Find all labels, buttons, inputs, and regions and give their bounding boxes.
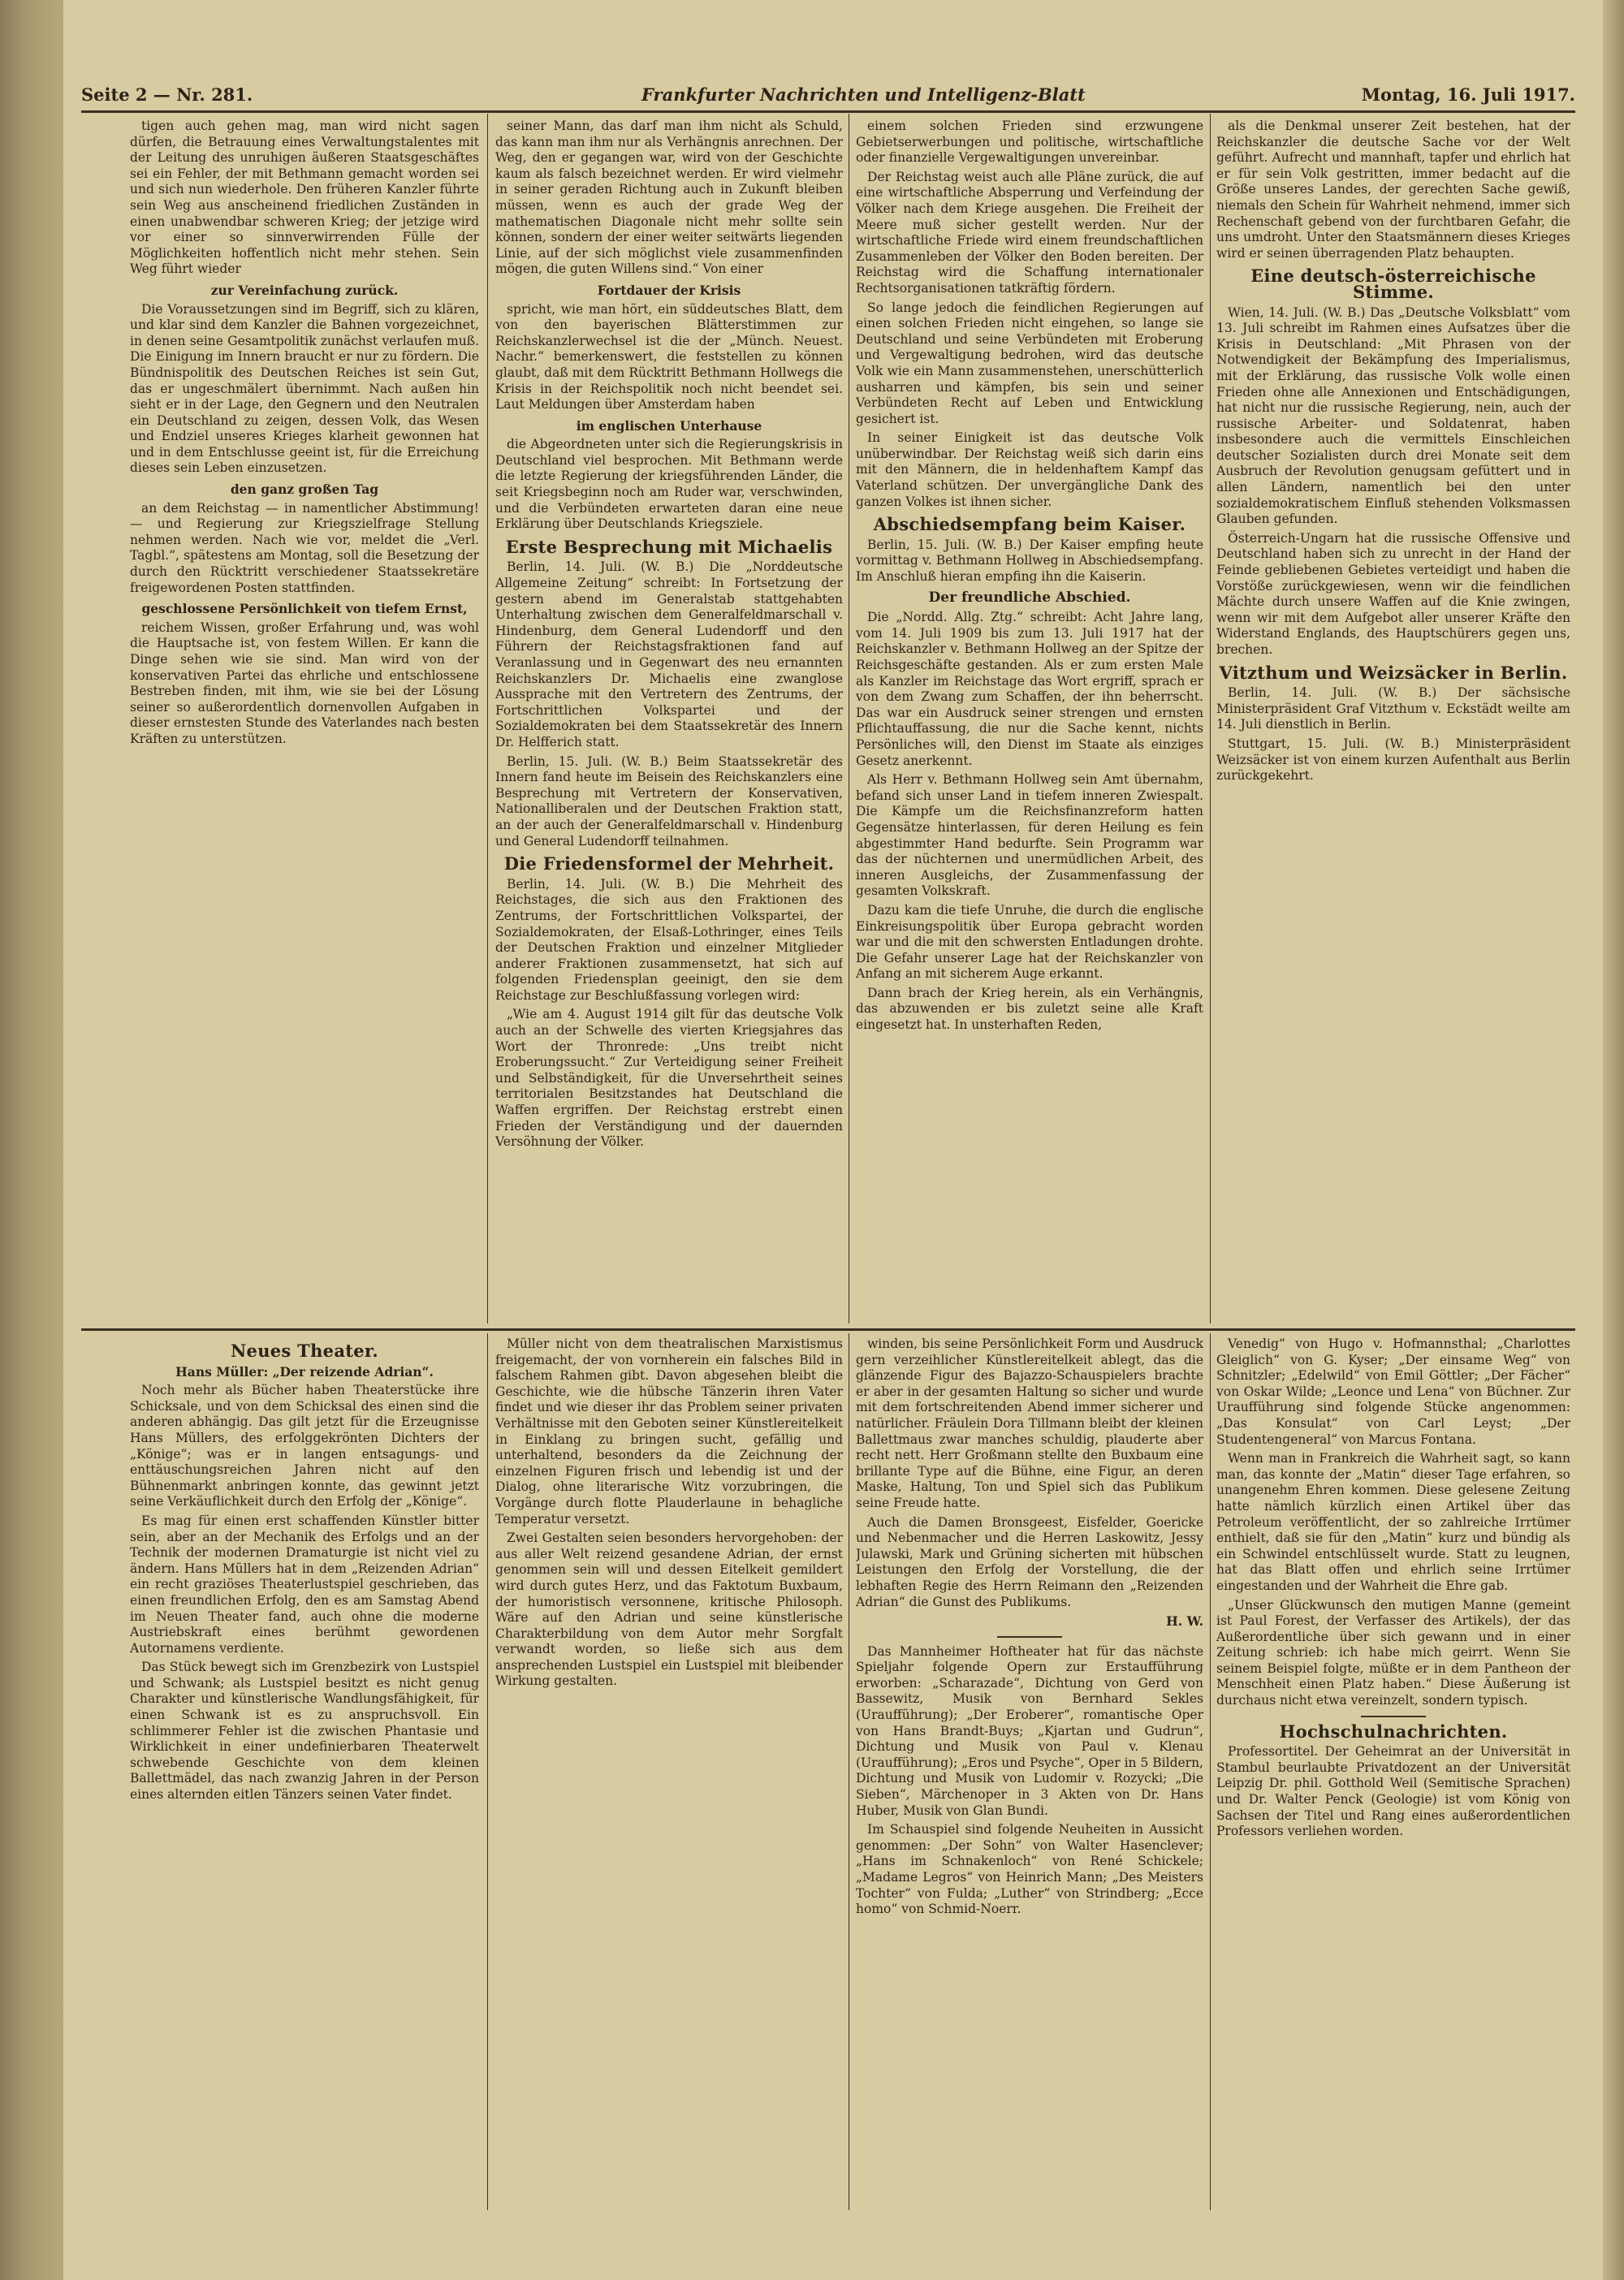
paragraph: Berlin, 14. Juli. (W. B.) Der sächsische Ministerpräsident Graf Vitzthum v. Eckstädt weilte am 14. Juli dienstlich in Berlin. [1216,685,1570,732]
feuilleton-column-2 [495,1336,843,2210]
paragraph: Professortitel. Der Geheimrat an der Universität in Stambul beurlaubte Privatdozent an der Universität Leipzig Dr. phil. Gotthold Weil (Semitische Sprachen) und Dr. Walter Penck (Geologie) ist vom König von Sachsen der Titel und Rang eines außerordentlichen Professors verliehen worden. [1216,1744,1570,1839]
paragraph: Wien, 14. Juli. (W. B.) Das „Deutsche Volksblatt“ vom 13. Juli schreibt im Rahmen eines Aufsatzes über die Krisis in Deutschland: „Mit Phrasen von der Notwendigkeit der Bekämpfung des Imperialismus, mit der Erklärung, das russische Volk wolle einen Frieden ohne alle Annexionen und Entschädigungen, hat nicht nur die russische Regierung, nein, auch der russische Arbeiter- und Soldatenrat, haben insbesondere auch die vermittels Einschleichen deutscher Sozialisten durch drei Monate seit dem Ausbruch der Revolution genugsam gefüttert und in allen Ländern, namentlich bei den unter sozialdemokratischem Einfluß stehenden Volksmassen Glauben gefunden. [1216,304,1570,527]
subheading: geschlossene Persönlichkeit von tiefem Ernst, [141,601,468,617]
subheading: im englischen Unterhause [576,417,762,434]
headline-vitzthum: Vitzthum und Weizsäcker in Berlin. [1219,662,1568,683]
headline-friedensformel: Die Friedensformel der Mehrheit. [503,853,835,874]
headline-neues-theater: Neues Theater. [231,1341,378,1361]
page-header [81,81,1575,109]
divider-line [1361,1716,1426,1717]
paragraph: „Unser Glückwunsch den mutigen Manne (gemeint ist Paul Forest, der Verfasser des Artikels), der das Außerordentliche über sich gewann und in einer Zeitung schrieb: ich habe mich geirrt. Wenn Sie seinem Beispiel folgte, müßte er in dem Pantheon der Menschheit einen Platz haben.“ Diese Äußerung ist durchaus nicht etwa vereinzelt, sondern typisch. [1216,1597,1570,1708]
paragraph: seiner Mann, das darf man ihm nicht als Schuld, das kann man ihm nur als Verhängnis anrechnen. Der Weg, den er gegangen war, wird von der Geschichte kaum als falsch bezeichnet werden. Er wird vielmehr in seiner geraden Richtung auch in Zukunft bleiben müssen, wenn es auch der grade Weg der mathematischen Diagonale nicht mehr sollte sein können, sondern der einer weiter seitwärts liegenden Linie, auf der sich möglichst viele zusammenfinden mögen, die guten Willens sind.“ Von einer [495,119,843,277]
issue-date: Montag, 16. Juli 1917. [1361,84,1575,105]
article-column-2 [495,119,843,1324]
paragraph: „Wie am 4. August 1914 gilt für das deutsche Volk auch an der Schwelle des vierten Kriegsjahres das Wort der Thronrede: „Uns treibt nicht Eroberungssucht.“ Zur Verteidigung seiner Freiheit und Selbständigkeit, für die Unversehrtheit seines territorialen Besitzstandes hat Deutschland die Waffen ergriffen. Der Reichstag erstrebt einen Frieden der Verständigung und der dauernden Versöhnung der Völker. [495,1007,843,1150]
paragraph: die Abgeordneten unter sich die Regierungskrisis in Deutschland viel besprochen. Mit Bethmann werde die letzte Regierung der kriegsführenden Länder, die seit Kriegsbeginn noch am Ruder war, verschwinden, und die Verbündeten erwarteten daran eine neue Erklärung über Deutschlands Kriegsziele. [495,437,843,532]
headline-michaelis: Erste Besprechung mit Michaelis [505,536,833,557]
article-column-4 [1216,119,1570,1324]
paragraph: Noch mehr als Bücher haben Theaterstücke ihre Schicksale, und von dem Schicksal des einen sind die anderen abhängig. Das gilt jetzt für die Erzeugnisse Hans Müllers, des erfolggekrönten Dichters der „Könige“; was er in langen entsagungs- und enttäuschungsreichen Jahren nicht auf den Bühnenmarkt anbringen konnte, das gewinnt jetzt seine Verkäuflichkeit durch den Erfolg der „Könige“. [130,1383,479,1509]
subheading: Fortdauer der Krisis [597,282,741,298]
divider-line [997,1636,1062,1638]
subheading: zur Vereinfachung zurück. [210,282,399,298]
header-rule [81,110,1575,113]
paragraph: Dazu kam die tiefe Unruhe, die durch die englische Einkreisungspolitik über Europa gebracht worden war und die mit den schwersten Entladungen drohte. Die Gefahr unserer Lage hat der Reichskanzler von Anfang an mit sicherem Auge erkannt. [856,902,1203,982]
paragraph: Österreich-Ungarn hat die russische Offensive und Deutschland haben sich zu unrecht in der Hand der Feinde gebliebenen Gebietes verteidigt und haben die Vorstöße zurückgewiesen, wenn wir die feindlichen Mächte durch unsere Waffen auf die Knie zwingen, wenn wir mit dem Aufgebot aller unserer Kräfte den Widerstand Englands, des Hauptschürers gegen uns, brechen. [1216,530,1570,657]
paragraph: Der Reichstag weist auch alle Pläne zurück, die auf eine wirtschaftliche Absperrung und Verfeindung der Völker nach dem Kriege ausgehen. Die Freiheit der Meere muß sicher gestellt werden. Nur der wirtschaftliche Friede wird einem freundschaftlichen Zusammenleben der Völker den Boden bereiten. Der Reichstag wird die Schaffung internationaler Rechtsorganisationen tatkräftig fördern. [856,169,1203,296]
paragraph: Das Mannheimer Hoftheater hat für das nächste Spieljahr folgende Opern zur Erstaufführung erworben: „Scharazade“, Dichtung von Gerd von Bassewitz, Musik von Bernhard Sekles (Uraufführung); „Der Eroberer“, romantische Oper von Hans Brandt-Buys; „Kjartan und Gudrun“, Dichtung und Musik von Paul v. Klenau (Uraufführung); „Eros und Psyche“, Oper in 5 Bildern, Dichtung und Musik von Ludomir v. Rozycki; „Die Sieben“, Märchenoper in 3 Akten von Dr. Hans Huber, Musik von Glan Bundi. [856,1643,1203,1818]
paragraph: einem solchen Frieden sind erzwungene Gebietserwerbungen und politische, wirtschaftliche oder finanzielle Vergewaltigungen unvereinbar. [856,119,1203,166]
newspaper-title: Frankfurter Nachrichten und Intelligenz-Blatt [641,84,1086,105]
article-column-1 [130,119,479,1324]
paragraph: Müller nicht von dem theatralischen Marxistismus freigemacht, der von vornherein ein falsches Bild in falschem Rahmen gibt. Davon abgesehen bleibt die Geschichte, wie die hübsche Tänzerin ihren Vater findet und wie dieser ihr das Problem seiner privaten Verhältnisse mit den Geboten seiner Künstlereitelkeit in Einklang zu bringen sucht, gefällig und unterhaltend, besonders da die Zeichnung der einzelnen Figuren frisch und lebendig ist und der Dialog, ohne literarische Witz vorzubringen, die Vorgänge durch flotte Plauderlaune in behagliche Temperatur versetzt. [495,1336,843,1526]
column-rule [487,1333,488,2210]
paragraph: So lange jedoch die feindlichen Regierungen auf einen solchen Frieden nicht eingehen, so lange sie Deutschland und seine Verbündeten mit Eroberung und Vergewaltigung bedrohen, wird das deutsche Volk wie ein Mann zusammenstehen, unerschütterlich ausharren und kämpfen, bis sein und seiner Verbündeten Recht auf Leben und Entwicklung gesichert ist. [856,300,1203,426]
bound-volume-spine [0,0,63,2280]
paragraph: Dann brach der Krieg herein, als ein Verhängnis, das abzuwenden er bis zuletzt seine alle Kraft eingesetzt hat. In unsterhaften Reden, [856,985,1203,1033]
paragraph: reichem Wissen, großer Erfahrung und, was wohl die Hauptsache ist, von festem Willen. Er kann die Dinge sehen wie sie sind. Man wird von der konservativen Partei das ehrliche und entschlossene Bestreben finden, mit ihm, wie sie bei der Lösung seiner so außerordentlich dornenvollen Aufgaben in dieser ernstesten Stunde des Vaterlandes nach besten Kräften zu unterstützen. [130,620,479,746]
headline-abschiedsempfang: Abschiedsempfang beim Kaiser. [873,514,1186,535]
headline-abschied: Der freundliche Abschied. [928,589,1131,606]
page-edge [1603,0,1624,2280]
page-number: Seite 2 — Nr. 281. [81,84,253,105]
paragraph: Berlin, 14. Juli. (W. B.) Die „Norddeutsche Allgemeine Zeitung“ schreibt: In Fortsetzung der gestern abend im Generalstab stattgehabten Unterhaltung zwischen dem Generalfeldmarschall v. Hindenburg, dem General Ludendorff und den Führern der Reichstagsfraktionen fand auf Veranlassung und in Gegenwart des neu ernannten Reichskanzlers Dr. Michaelis eine zwanglose Aussprache mit den Vertretern des Zentrums, der Fortschrittlichen Volkspartei und der Sozialdemokraten bei dem Staatssekretär des Innern Dr. Helfferich statt. [495,559,843,749]
author-signature: H. W. [1166,1613,1203,1630]
section-divider [81,1328,1575,1331]
column-rule [1210,1333,1211,2210]
paragraph: Das Stück bewegt sich im Grenzbezirk von Lustspiel und Schwank; als Lustspiel besitzt es nicht genug Charakter und künstlerische Wandlungsfähigkeit, für einen Schwank ist es zu anspruchsvoll. Ein schlimmerer Fehler ist die zwischen Phantasie und Wirklichkeit in einer undefinierbaren Theaterwelt schwebende Geschichte von dem kleinen Ballettmädel, das nach zwanzig Jahren in der Person eines alternden eitlen Tänzers seinen Vater findet. [130,1660,479,1803]
paragraph: Berlin, 15. Juli. (W. B.) Der Kaiser empfing heute vormittag v. Bethmann Hollweg in Abschiedsempfang. Im Anschluß hieran empfing ihn die Kaiserin. [856,537,1203,585]
paragraph: Es mag für einen erst schaffenden Künstler bitter sein, aber an der Mechanik des Erfolgs und an der Technik der modernen Dramaturgie ist nicht viel zu ändern. Hans Müllers hat in dem „Reizenden Adrian“ ein recht graziöses Theaterlustspiel geschrieben, das einen freundlichen Erfolg, den es am Samstag Abend im Neuen Theater fand, auch ohne die moderne Austriebskraft eines berühmt gewordenen Autornamens verdiente. [130,1513,479,1656]
paragraph: Wenn man in Frankreich die Wahrheit sagt, so kann man, das konnte der „Matin“ dieser Tage erfahren, so unangenehm Ehren kommen. Diese gelesene Zeitung hatte nämlich kürzlich einen Artikel über das Petroleum veröffentlicht, der so zahlreiche Irrtümer enthielt, daß sie für den „Matin“ kurz und bündig als ein Schwindel entschlüsselt wurde. Statt zu leugnen, hat das Blatt offen und ehrlich seine Irrtümer eingestanden und der Wahrheit die Ehre gab. [1216,1451,1570,1593]
paragraph: Berlin, 14. Juli. (W. B.) Die Mehrheit des Reichstages, die sich aus den Fraktionen des Zentrums, der Fortschrittlichen Volkspartei, der Sozialdemokraten, der Elsaß-Lothringer, eines Teils der Deutschen Fraktion und einzelner Mitglieder anderer Fraktionen zusammensetzt, hat sich auf folgenden Friedensplan geeinigt, den sie dem Reichstage zur Beschlußfassung vorlegen wird: [495,876,843,1003]
article-column-3 [856,119,1203,1324]
paragraph: Zwei Gestalten seien besonders hervorgehoben: der aus aller Welt reizend gesandene Adrian, der ernst genommen sein will und dessen Eitelkeit gemildert wird durch gutes Herz, und das Faktotum Buxbaum, der humoristisch versonnene, kritische Philosoph. Wäre auf den Adrian und seine künstlerische Charakterbildung von dem Autor mehr Sorgfalt verwandt worden, so ließe sich aus dem ansprechenden Lustspiel ein Lustspiel mit bleibender Wirkung gestalten. [495,1531,843,1689]
paragraph: an dem Reichstag — in namentlicher Abstimmung! — und Regierung zur Kriegszielfrage Stellung nehmen werden. Nach wie vor, meldet die „Verl. Tagbl.“, spätestens am Montag, soll die Besetzung der durch den Rücktritt verschiedener Staatssekretäre freigewordenen Posten stattfinden. [130,500,479,595]
column-rule [1210,114,1211,1324]
paragraph: winden, bis seine Persönlichkeit Form und Ausdruck gern verzeihlicher Künstlereitelkeit ablegt, das die glänzende Figur des Bajazzo-Schauspielers brachte er aber in der gesamten Haltung so sicher und wurde mit dem fortschreitenden Abend immer sicherer und natürlicher. Fräulein Dora Tillmann bleibt der kleinen Ballettmaus zwar manches schuldig, plauderte aber recht nett. Herr Großmann stellte den Buxbaum eine brillante Type auf die Bühne, eine Figur, an deren Maske, Haltung, Ton und Spiel sich das Publikum seine Freude hatte. [856,1336,1203,1510]
paragraph: als die Denkmal unserer Zeit bestehen, hat der Reichskanzler die deutsche Sache vor der Welt geführt. Aufrecht und mannhaft, tapfer und ehrlich hat er für sein Volk gestritten, immer bedacht auf die Größe unseres Landes, der gerechten Sache gewiß, niemals den Schein für Wahrheit nehmend, immer sich Rechenschaft gebend von der furchtbaren Gefahr, die uns umdroht. Unter den Staatsmännern dieses Krieges wird er seinen überragenden Platz behaupten. [1216,119,1570,261]
paragraph: Die „Nordd. Allg. Ztg.“ schreibt: Acht Jahre lang, vom 14. Juli 1909 bis zum 13. Juli 1917 hat der Reichskanzler v. Bethmann Hollweg an der Spitze der Reichsgeschäfte gestanden. Als er zum ersten Male als Kanzler im Reichstage das Wort ergriff, sprach er von dem Zwang zum Schaffen, der ihn beherrscht. Das war ein Ausdruck seiner strengen und ernsten Pflichtauffassung, die nur die Sache kennt, nichts Persönliches will, den Dienst im Staate als einziges Gesetz anerkennt. [856,610,1203,768]
feuilleton-column-3 [856,1336,1203,2210]
subheading: den ganz großen Tag [230,481,379,498]
paragraph: Stuttgart, 15. Juli. (W. B.) Ministerpräsident Weizsäcker ist von einem kurzen Aufenthalt aus Berlin zurückgekehrt. [1216,736,1570,784]
feuilleton-column-1 [130,1336,479,2210]
paragraph: Venedig“ von Hugo v. Hofmannsthal; „Charlottes Gleiglich“ von G. Kyser; „Der einsame Weg“ von Schnitzler; „Edelwild“ von Emil Göttler; „Der Fächer“ von Oskar Wilde; „Leonce und Lena“ von Büchner. Zur Uraufführung sind folgende Stücke angenommen: „Das Konsulat“ von Carl Leyst; „Der Studentengeneral“ von Marcus Fontana. [1216,1336,1570,1447]
paragraph: Die Voraussetzungen sind im Begriff, sich zu klären, und klar sind dem Kanzler die Bahnen vorgezeichnet, in denen seine Gesamtpolitik zunächst verlaufen muß. Die Einigung im Innern braucht er nur zu fördern. Die Bündnispolitik des Deutschen Reiches ist sein Gut, das er ungeschmälert übernimmt. Nach außen hin sieht er in der Lage, den Gegnern und den Neutralen ein Deutschland zu zeigen, dessen Volk, das Wesen und Endziel unseres Krieges klarheit gewonnen hat und in dem Entschlusse geeint ist, für die Erreichung dieses sein Leben einzusetzen. [130,301,479,476]
headline-stimme: Eine deutsch-österreichische Stimme. [1250,266,1536,302]
column-rule [487,114,488,1324]
paragraph: In seiner Einigkeit ist das deutsche Volk unüberwindbar. Der Reichstag weiß sich darin eins mit den Männern, die in heldenhaftem Kampf das Vaterland schützen. Der unvergängliche Dank des ganzen Volkes ist ihnen sicher. [856,430,1203,509]
feuilleton-column-4 [1216,1336,1570,2210]
headline-hochschulnachrichten: Hochschulnachrichten. [1279,1721,1508,1742]
paragraph: tigen auch gehen mag, man wird nicht sagen dürfen, die Betrauung eines Verwaltungstalentes mit der Leitung des unruhigen äußeren Staatsgeschäftes sei ein Fehler, der mit Bethmann gemacht worden sei und sich nun wiederhole. Den früheren Kanzler führte sein Weg aus anscheinend friedlichen Zuständen in einen unabwendbar schweren Krieg; der jetzige wird vor einer so sinnverwirrenden Fülle der Möglichkeiten hoffentlich nicht mehr stehen. Sein Weg führt wieder [130,119,479,277]
paragraph: Berlin, 15. Juli. (W. B.) Beim Staatssekretär des Innern fand heute im Beisein des Reichskanzlers eine Besprechung mit Vertretern der Konservativen, Nationalliberalen und der Deutschen Fraktion statt, an der auch der Generalfeldmarschall v. Hindenburg und General Ludendorff teilnahmen. [495,754,843,849]
paragraph: Als Herr v. Bethmann Hollweg sein Amt übernahm, befand sich unser Land in tiefem inneren Zwiespalt. Die Kämpfe um die Reichsfinanzreform hatten Gegensätze hinterlassen, für deren Heilung es fein abgestimmter Hand bedurfte. Sein Programm war das der nüchternen und unermüdlichen Arbeit, des inneren Ausgleichs, der Zusammenfassung der gesamten Volkskraft. [856,772,1203,899]
paragraph: Im Schauspiel sind folgende Neuheiten in Aussicht genommen: „Der Sohn“ von Walter Hasenclever; „Hans im Schnakenloch“ von René Schickele; „Madame Legros“ von Heinrich Mann; „Des Meisters Tochter“ von Fulda; „Luther“ von Strindberg; „Ecce homo“ von Schmid-Noerr. [856,1822,1203,1917]
subheading: Hans Müller: „Der reizende Adrian“. [175,1363,434,1380]
paragraph: spricht, wie man hört, ein süddeutsches Blatt, dem von den bayerischen Blätterstimmen zur Reichskanzlerwechsel ist die der „Münch. Neuest. Nachr.“ bemerkenswert, die feststellen zu können glaubt, daß mit dem Rücktritt Bethmann Hollwegs die Krisis in der Reichspolitik noch nicht beendet sei. Laut Meldungen über Amsterdam haben [495,301,843,412]
paragraph: Auch die Damen Bronsgeest, Eisfelder, Goericke und Nebenmacher und die Herren Laskowitz, Jessy Julawski, Mark und Grüning sicherten mit hübschen Leistungen den Erfolg der Vorstellung, die der lebhaften Regie des Herrn Reimann den „Reizenden Adrian“ die Gunst des Publikums. [856,1514,1203,1609]
